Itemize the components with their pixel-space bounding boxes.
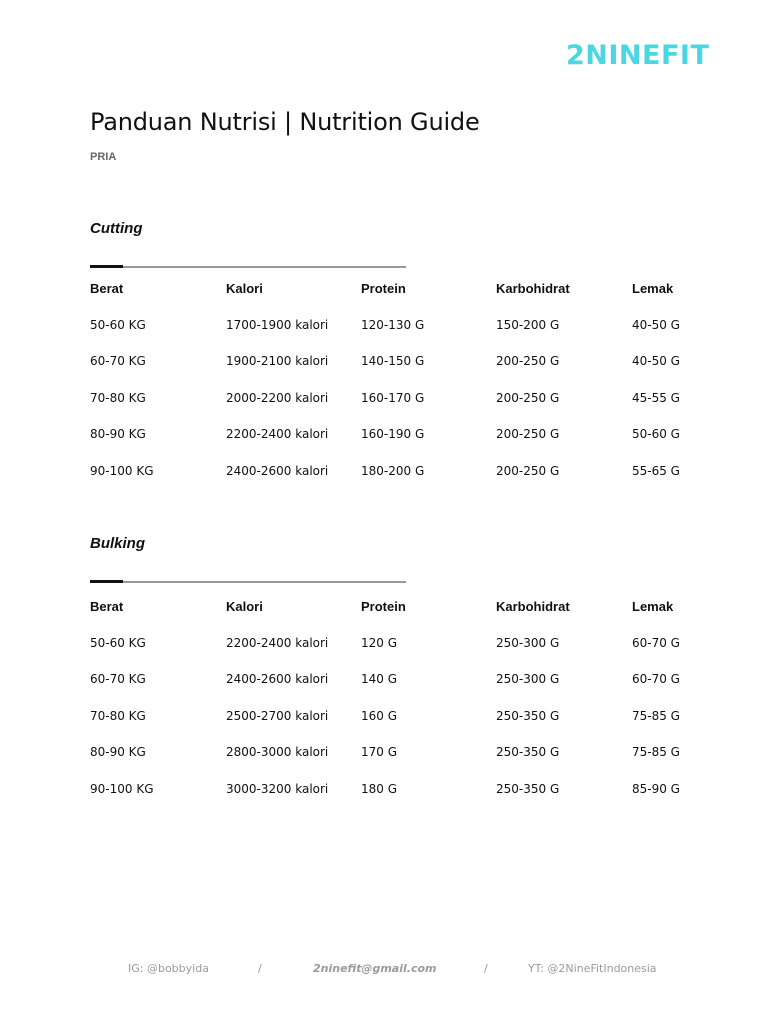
cell-kalori: 2500-2700 kalori — [226, 708, 329, 723]
table-header-row — [90, 281, 710, 318]
table-row — [90, 464, 710, 501]
cell-protein: 170 G — [361, 745, 398, 759]
cell-berat: 80-90 KG — [90, 427, 146, 441]
cell-lemak: 50-60 G — [632, 427, 680, 441]
table-header-row — [90, 599, 710, 636]
section-divider-bulking — [90, 581, 406, 583]
cell-kalori: 2200-2400 kalori — [226, 427, 329, 441]
page-title: Panduan Nutrisi | Nutrition Guide — [90, 108, 480, 136]
cell-lemak: 85-90 G — [632, 781, 680, 796]
cell-lemak: 40-50 G — [632, 317, 680, 332]
cell-protein: 160 G — [361, 708, 398, 723]
bulking-table — [90, 599, 710, 818]
column-header-berat: Berat — [90, 281, 124, 296]
table-row — [90, 745, 710, 782]
cell-protein: 140-150 G — [361, 354, 425, 368]
cell-kalori: 2000-2200 kalori — [226, 390, 329, 405]
column-header-protein: Protein — [361, 281, 406, 296]
cell-lemak: 75-85 G — [632, 708, 680, 723]
cell-protein: 140 G — [361, 672, 398, 686]
table-row — [90, 318, 710, 355]
cell-karbohidrat: 200-250 G — [496, 463, 560, 478]
cell-kalori: 2400-2600 kalori — [226, 672, 329, 686]
cell-kalori: 2400-2600 kalori — [226, 463, 329, 478]
divider-accent — [90, 265, 123, 268]
cell-protein: 180-200 G — [361, 463, 425, 478]
column-header-berat: Berat — [90, 599, 124, 614]
cell-berat: 90-100 KG — [90, 463, 154, 478]
instagram-handle[interactable]: IG: @bobbyida — [128, 962, 209, 975]
cell-berat: 90-100 KG — [90, 781, 154, 796]
youtube-handle[interactable]: YT: @2NineFitIndonesia — [528, 962, 657, 975]
cell-lemak: 60-70 G — [632, 672, 680, 686]
cell-lemak: 40-50 G — [632, 354, 680, 368]
cell-karbohidrat: 250-350 G — [496, 745, 560, 759]
cell-berat: 50-60 KG — [90, 317, 146, 332]
section-title-cutting: Cutting — [90, 220, 143, 237]
cutting-table — [90, 281, 710, 500]
cell-protein: 160-190 G — [361, 427, 425, 441]
column-header-kalori: Kalori — [226, 281, 263, 296]
table-row — [90, 672, 710, 709]
table-row — [90, 427, 710, 464]
section-title-bulking: Bulking — [90, 535, 145, 552]
page-subtitle: PRIA — [90, 151, 117, 163]
table-row — [90, 391, 710, 428]
column-header-karbohidrat: Karbohidrat — [496, 599, 570, 614]
cell-lemak: 75-85 G — [632, 745, 680, 759]
cell-berat: 80-90 KG — [90, 745, 146, 759]
column-header-kalori: Kalori — [226, 599, 263, 614]
cell-kalori: 2800-3000 kalori — [226, 745, 329, 759]
cell-lemak: 60-70 G — [632, 635, 680, 650]
brand-logo: 2NINEFIT — [566, 40, 710, 71]
cell-berat: 60-70 KG — [90, 672, 146, 686]
cell-karbohidrat: 150-200 G — [496, 317, 560, 332]
cell-kalori: 3000-3200 kalori — [226, 781, 329, 796]
cell-protein: 120-130 G — [361, 317, 425, 332]
footer-separator: / — [258, 962, 262, 975]
cell-berat: 70-80 KG — [90, 708, 146, 723]
divider-accent — [90, 580, 123, 583]
cell-lemak: 55-65 G — [632, 463, 680, 478]
cell-berat: 50-60 KG — [90, 635, 146, 650]
column-header-lemak: Lemak — [632, 281, 674, 296]
cell-kalori: 2200-2400 kalori — [226, 635, 329, 650]
column-header-karbohidrat: Karbohidrat — [496, 281, 570, 296]
email-link[interactable]: 2ninefit@gmail.com — [313, 962, 437, 975]
cell-lemak: 45-55 G — [632, 390, 680, 405]
cell-karbohidrat: 250-350 G — [496, 708, 560, 723]
cell-karbohidrat: 200-250 G — [496, 427, 560, 441]
cell-protein: 180 G — [361, 781, 398, 796]
cell-protein: 160-170 G — [361, 390, 425, 405]
cell-karbohidrat: 250-300 G — [496, 672, 560, 686]
cell-karbohidrat: 250-350 G — [496, 781, 560, 796]
column-header-lemak: Lemak — [632, 599, 674, 614]
table-row — [90, 782, 710, 819]
table-row — [90, 354, 710, 391]
cell-karbohidrat: 200-250 G — [496, 390, 560, 405]
cell-berat: 60-70 KG — [90, 354, 146, 368]
cell-protein: 120 G — [361, 635, 398, 650]
cell-berat: 70-80 KG — [90, 390, 146, 405]
column-header-protein: Protein — [361, 599, 406, 614]
table-row — [90, 636, 710, 673]
table-row — [90, 709, 710, 746]
cell-karbohidrat: 250-300 G — [496, 635, 560, 650]
cell-karbohidrat: 200-250 G — [496, 354, 560, 368]
cell-kalori: 1700-1900 kalori — [226, 317, 329, 332]
footer-separator: / — [484, 962, 488, 975]
section-divider-cutting — [90, 266, 406, 268]
cell-kalori: 1900-2100 kalori — [226, 354, 329, 368]
